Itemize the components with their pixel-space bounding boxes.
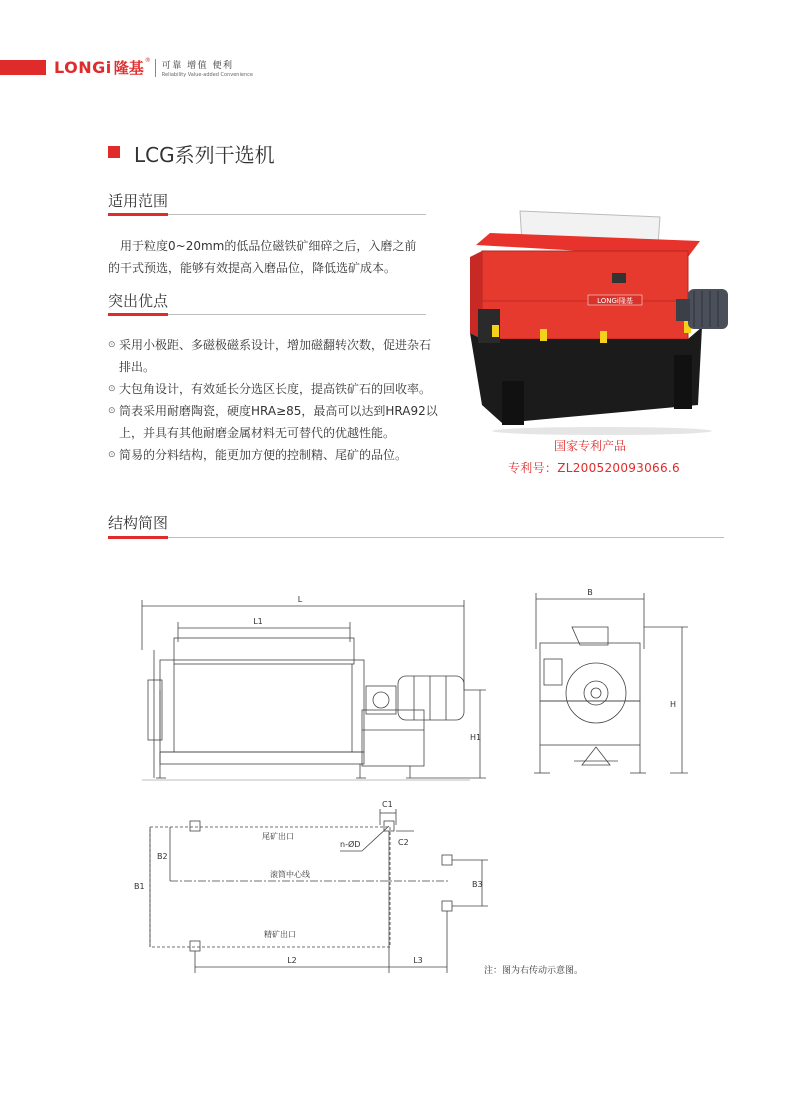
tail-outlet-label: 尾矿出口 [262,832,294,841]
logo-divider [155,59,156,77]
logo-cn: 隆基 [113,59,144,77]
dim-B2: B2 [157,852,168,861]
dim-H1: H1 [470,733,482,742]
plan-view-drawing [130,795,500,980]
logo-en: LONGi [54,58,112,77]
section-heading-scope: 适用范围 [108,192,169,210]
front-view-drawing [130,590,500,790]
dim-C2: C2 [398,838,409,847]
nameplate-text: LONGi隆基 [597,297,633,305]
dim-L3: L3 [413,956,423,965]
feature-list [108,334,438,466]
bullet-icon: ⊙ [108,340,116,350]
header-accent-bar [0,60,46,75]
dim-L1: L1 [253,617,263,626]
registered-mark: ® [144,57,151,64]
dim-B1: B1 [134,882,145,891]
dim-C1: C1 [382,800,393,809]
slogan-cn: 可靠 增值 便利 [161,60,234,71]
list-item: ⊙ 大包角设计，有效延长分选区长度，提高铁矿石的回收率。 [108,378,438,400]
list-item: ⊙ 筒表采用耐磨陶瓷，硬度HRA≥85，最高可以达到HRA92以上，并具有其他耐磨金属材料无可替代的优越性能。 [108,400,438,444]
bullet-icon: ⊙ [108,384,116,394]
patent-product-label: 国家专利产品 [554,439,627,453]
bullet-icon: ⊙ [108,406,116,416]
page-title: LCG系列干选机 [134,143,275,167]
slogan [162,58,253,78]
section-heading-structure: 结构简图 [108,514,169,532]
dim-nD: n-ØD [340,840,361,849]
drawing-note: 注：图为右传动示意图。 [484,966,584,976]
list-item: ⊙ 采用小极距、多磁极磁系设计，增加磁翻转次数，促进杂石排出。 [108,334,438,378]
dim-B: B [587,588,593,597]
patent-number: 专利号：ZL200520093066.6 [508,461,680,475]
side-view-drawing [520,585,700,785]
dim-H: H [670,700,677,709]
dim-L: L [297,595,303,604]
dim-L2: L2 [287,956,297,965]
bullet-icon: ⊙ [108,450,116,460]
section-rule-scope [108,213,426,216]
slogan-en: Reliability Value-added Convenience [161,71,253,78]
scope-paragraph: 用于粒度0~20mm的低品位磁铁矿细碎之后，入磨之前的干式预选，能够有效提高入磨品位，降低选矿成本。 [108,239,417,275]
list-item: ⊙ 简易的分料结构，能更加方便的控制精、尾矿的品位。 [108,444,438,466]
section-heading-features: 突出优点 [108,292,169,310]
section-rule-structure [108,536,724,539]
dim-B3: B3 [472,880,483,889]
drum-centerline-label: 滚筒中心线 [270,870,310,879]
section-rule-features [108,313,426,316]
brand-logo [54,57,253,78]
concentrate-outlet-label: 精矿出口 [264,930,296,939]
title-marker [108,146,120,158]
dry-separator-machine-image [462,205,732,440]
